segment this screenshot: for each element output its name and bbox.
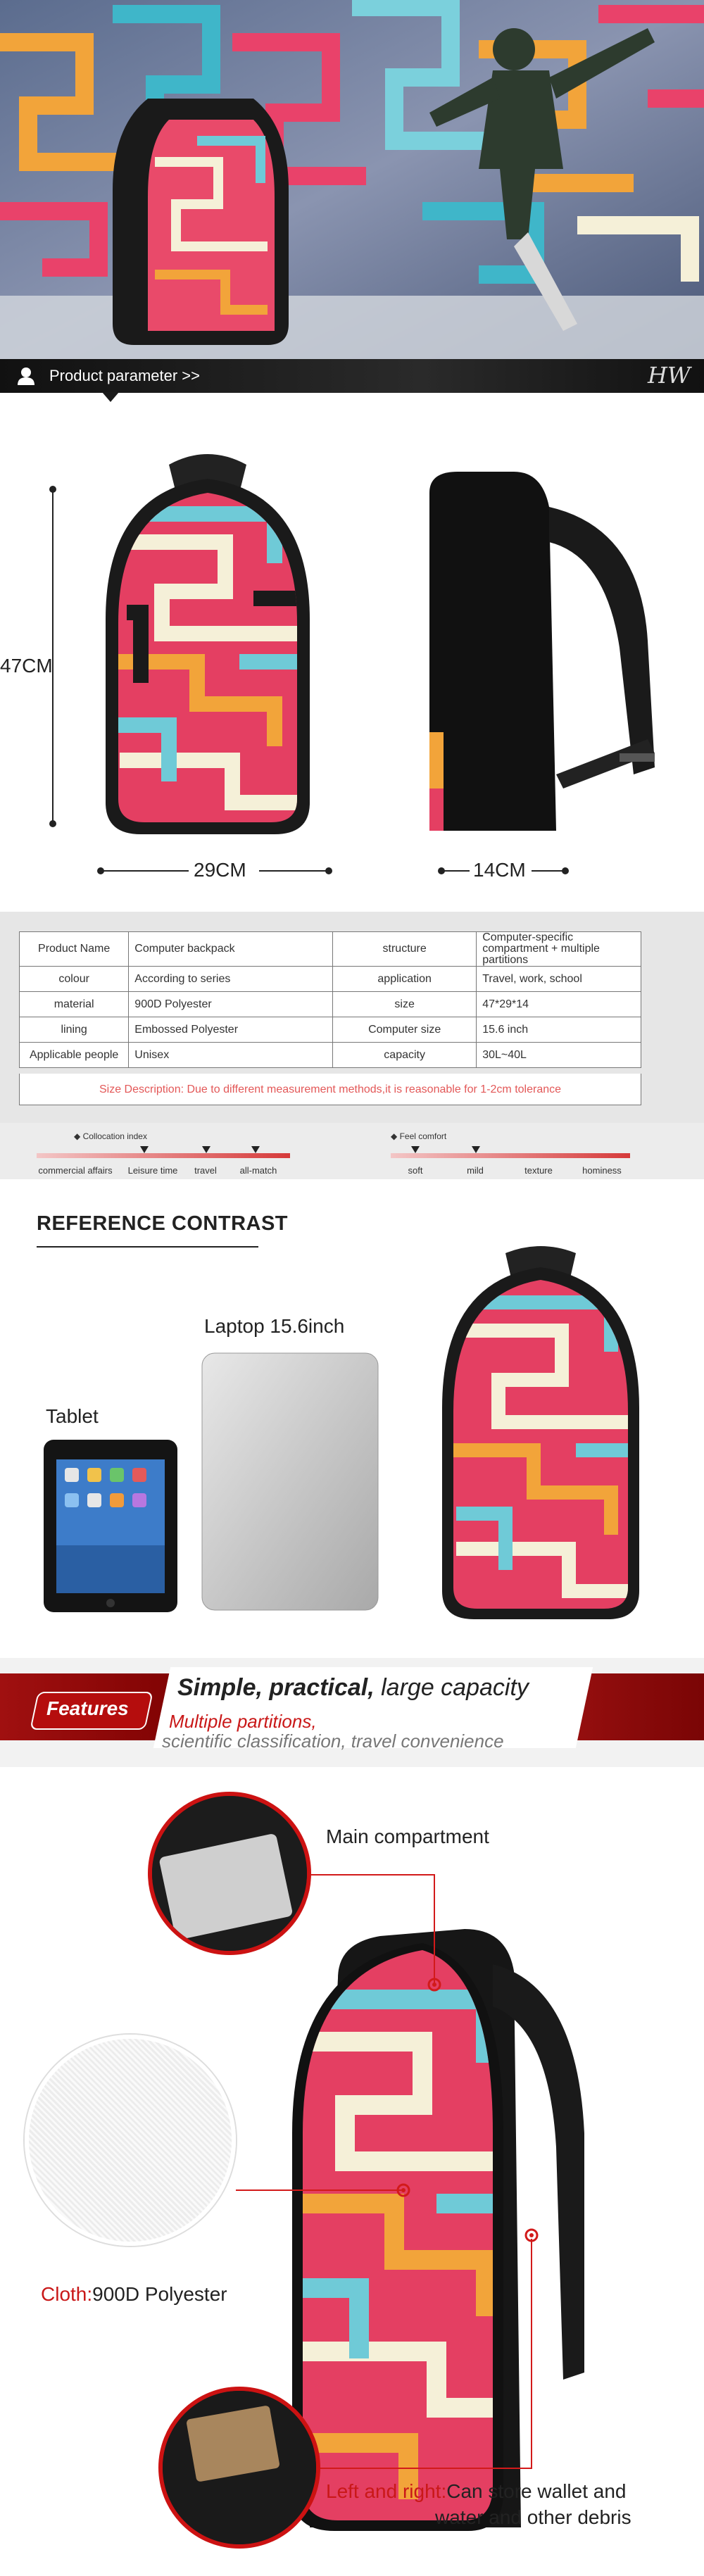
person-icon bbox=[15, 365, 37, 387]
table-row: material 900D Polyester size 47*29*14 bbox=[20, 992, 641, 1017]
width-dim-line-right bbox=[259, 870, 326, 872]
side-pocket-zoom bbox=[158, 2387, 320, 2549]
comfort-label: texture bbox=[524, 1165, 553, 1176]
table-row: Applicable people Unisex capacity 30L~40L bbox=[20, 1043, 641, 1068]
collocation-label: commercial affairs bbox=[38, 1165, 113, 1176]
connector-line bbox=[434, 1874, 435, 1983]
collocation-title: ◆ Collocation index bbox=[74, 1131, 147, 1141]
side-pocket-callout: Left and right:Can store wallet and bbox=[326, 2480, 627, 2502]
features-headline: Simple, practical, large capacity bbox=[177, 1674, 529, 1701]
laptop-image bbox=[201, 1352, 380, 1612]
tablet-label: Tablet bbox=[46, 1405, 99, 1427]
width-label: 29CM bbox=[194, 859, 246, 881]
depth-label: 14CM bbox=[473, 859, 526, 881]
spec-table bbox=[19, 931, 641, 1068]
collocation-label: travel bbox=[194, 1165, 217, 1176]
depth-dim-line-right bbox=[532, 870, 563, 872]
size-description-text: Due to different measurement methods,it is reasonable for 1-2cm tolerance bbox=[184, 1083, 562, 1095]
laptop-label: Laptop 15.6inch bbox=[204, 1315, 345, 1337]
connector-line bbox=[311, 1874, 434, 1876]
size-description bbox=[19, 1074, 641, 1105]
reference-title: REFERENCE CONTRAST bbox=[37, 1212, 289, 1235]
table-row: colour According to series application Travel, work, school bbox=[20, 967, 641, 992]
comfort-marker bbox=[411, 1146, 420, 1153]
collocation-scale-bar bbox=[37, 1153, 290, 1158]
collocation-label: all-match bbox=[239, 1165, 277, 1176]
backpack-front-image bbox=[92, 451, 324, 845]
comfort-title: ◆ Feel comfort bbox=[391, 1131, 447, 1141]
graffiti-wall-image bbox=[0, 0, 704, 359]
tablet-image bbox=[44, 1440, 177, 1612]
height-label: 47CM bbox=[0, 655, 53, 677]
comfort-label: hominess bbox=[582, 1165, 622, 1176]
size-description-label: Size Description: bbox=[99, 1083, 184, 1095]
laptop-in-bag-image bbox=[152, 1796, 307, 1951]
brand-logo: HW bbox=[648, 362, 691, 389]
comfort-label: soft bbox=[408, 1165, 423, 1176]
backpack-detail-image bbox=[282, 1922, 591, 2542]
width-dim-line-left bbox=[101, 870, 189, 872]
dim-dot bbox=[562, 867, 569, 874]
depth-dim-line-left bbox=[441, 870, 470, 872]
main-compartment-zoom bbox=[148, 1792, 311, 1955]
dim-dot bbox=[325, 867, 332, 874]
hero-backpack bbox=[113, 99, 289, 345]
comfort-scale-bar bbox=[391, 1153, 630, 1158]
cloth-zoom bbox=[25, 2035, 236, 2246]
backpack-reference-image bbox=[435, 1246, 646, 1630]
target-dot-icon bbox=[427, 1977, 442, 1992]
features-line3: scientific classification, travel convenience bbox=[162, 1730, 504, 1752]
features-tag-text: Features bbox=[46, 1697, 129, 1719]
collocation-marker bbox=[202, 1146, 210, 1153]
comfort-label: mild bbox=[467, 1165, 484, 1176]
reference-underline bbox=[37, 1246, 258, 1248]
table-row: Product Name Computer backpack structure Computer-specific compartment + multiple partitions bbox=[20, 932, 641, 967]
target-dot-icon bbox=[396, 2182, 411, 2198]
main-compartment-label: Main compartment bbox=[326, 1826, 489, 1847]
collocation-marker bbox=[251, 1146, 260, 1153]
target-dot-icon bbox=[524, 2228, 539, 2243]
connector-line bbox=[236, 2189, 401, 2191]
dimension-section bbox=[0, 394, 704, 912]
features-line2: Multiple partitions, bbox=[169, 1711, 317, 1732]
side-pocket-callout-line2: water and other debris bbox=[435, 2506, 631, 2528]
backpack-side-image bbox=[415, 465, 676, 859]
collocation-label: Leisure time bbox=[127, 1165, 178, 1176]
wallet-in-pocket-image bbox=[163, 2391, 316, 2544]
section-title: Product parameter >> bbox=[49, 367, 201, 384]
collocation-marker bbox=[140, 1146, 149, 1153]
hero-banner bbox=[0, 0, 704, 359]
comfort-marker bbox=[472, 1146, 480, 1153]
connector-line bbox=[531, 2239, 532, 2469]
cloth-callout: Cloth:900D Polyester bbox=[41, 2283, 227, 2305]
connector-line bbox=[320, 2468, 532, 2469]
dim-dot bbox=[49, 820, 56, 827]
table-row: lining Embossed Polyester Computer size 15.6 inch bbox=[20, 1017, 641, 1043]
